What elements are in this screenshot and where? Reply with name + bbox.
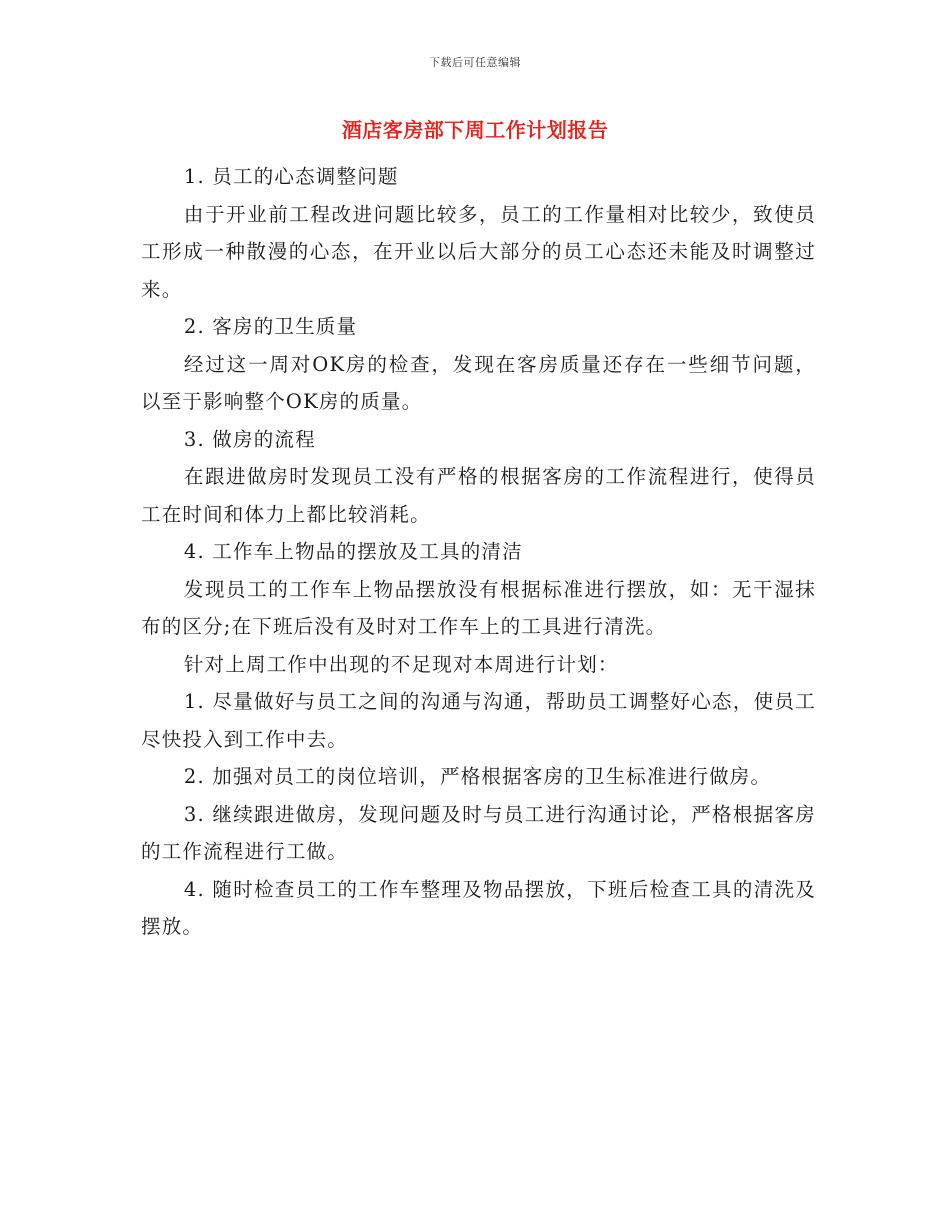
plan-item-3: 3. 继续跟进做房，发现问题及时与员工进行沟通讨论，严格根据客房的工作流程进行工做。 [141,802,816,863]
document-title: 酒店客房部下周工作计划报告 [341,118,609,142]
heading-process: 3. 做房的流程 [183,427,316,451]
plan-intro: 针对上周工作中出现的不足现对本周进行计划： [183,652,619,676]
paragraph-hygiene: 经过这一周对OK房的检查，发现在客房质量还存在一些细节问题，以至于影响整个OK房的质量。 [141,352,816,413]
paragraph-mindset: 由于开业前工程改进问题比较多，员工的工作量相对比较少，致使员工形成一种散漫的心态，在开业以后大部分的员工心态还未能及时调整过来。 [141,202,816,301]
plan-item-2: 2. 加强对员工的岗位培训，严格根据客房的卫生标准进行做房。 [183,765,772,788]
heading-hygiene: 2. 客房的卫生质量 [183,315,358,338]
paragraph-process: 在跟进做房时发现员工没有严格的根据客房的工作流程进行，使得员工在时间和体力上都比较消耗。 [141,465,816,526]
heading-cart: 4. 工作车上物品的摆放及工具的清洁 [183,540,523,563]
paragraph-cart: 发现员工的工作车上物品摆放没有根据标准进行摆放，如：无干湿抹布的区分;在下班后没有及时对工作车上的工具进行清洗。 [141,577,816,638]
download-note: 下载后可任意编辑 [429,56,521,69]
heading-mindset: 1. 员工的心态调整问题 [183,165,399,188]
plan-item-1: 1. 尽量做好与员工之间的沟通与沟通，帮助员工调整好心态，使员工尽快投入到工作中去。 [141,690,816,751]
plan-item-4: 4. 随时检查员工的工作车整理及物品摆放，下班后检查工具的清洗及摆放。 [141,877,816,938]
document-body [141,158,816,946]
